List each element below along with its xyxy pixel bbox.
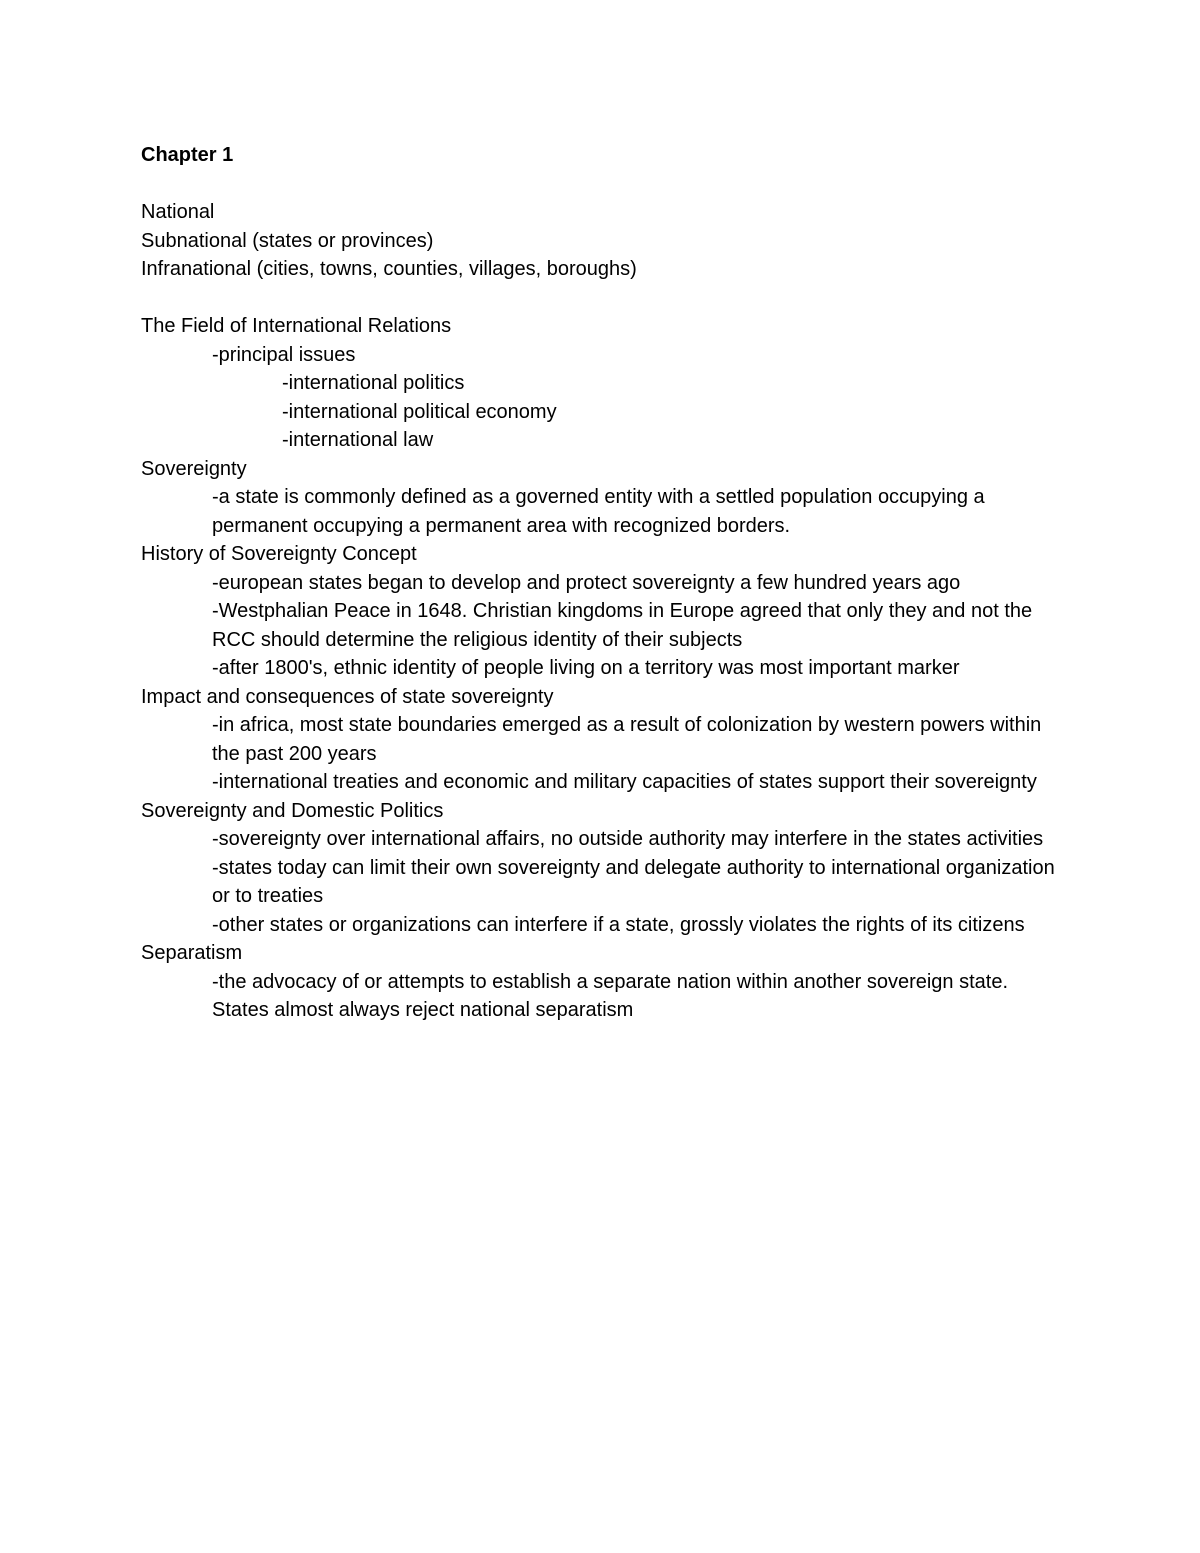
spacer [141, 170, 1081, 199]
separatism-heading: Separatism [141, 942, 243, 964]
chapter-title: Chapter 1 [141, 144, 234, 166]
domestic-point: -sovereignty over international affairs, no outside authority may interfere in the states activities [212, 828, 1044, 850]
domestic-heading: Sovereignty and Domestic Politics [141, 799, 444, 822]
field-heading: The Field of International Relations [141, 315, 452, 337]
field-item: -international law [282, 429, 434, 451]
history-point: -european states began to develop and protect sovereignty a few hundred years ago [212, 571, 961, 594]
sovereignty-heading: Sovereignty [141, 457, 247, 480]
domestic-point: -other states or organizations can interfere if a state, grossly violates the rights of its citizens [212, 913, 1025, 936]
level-national: National [141, 201, 215, 223]
field-subheading: -principal issues [212, 343, 356, 366]
sovereignty-point: -a state is commonly defined as a governed entity with a settled population occupying a permanent occupying a permanent area with recognized borders. [212, 486, 985, 537]
impact-point: -in africa, most state boundaries emerged as a result of colonization by western powers within the past 200 years [212, 714, 1042, 765]
separatism-point: -the advocacy of or attempts to establish a separate nation within another sovereign state. States almost always reject national separatism [212, 970, 1009, 1021]
impact-heading: Impact and consequences of state sovereignty [141, 685, 554, 708]
domestic-point: -states today can limit their own sovereignty and delegate authority to international organization or to treaties [212, 856, 1055, 907]
history-heading: History of Sovereignty Concept [141, 543, 417, 565]
history-point: -after 1800's, ethnic identity of people living on a territory was most important marker [212, 657, 960, 679]
field-item: -international political economy [282, 400, 557, 423]
field-item: -international politics [282, 372, 465, 394]
level-subnational: Subnational (states or provinces) [141, 229, 434, 252]
history-point: -Westphalian Peace in 1648. Christian kingdoms in Europe agreed that only they and not the RCC should determine the religious identity of their subjects [212, 600, 1033, 651]
impact-point: -international treaties and economic and military capacities of states support their sovereignty [212, 771, 1037, 793]
level-infranational: Infranational (cities, towns, counties, villages, boroughs) [141, 258, 637, 280]
document-page [141, 141, 1081, 1025]
spacer [141, 284, 1081, 313]
